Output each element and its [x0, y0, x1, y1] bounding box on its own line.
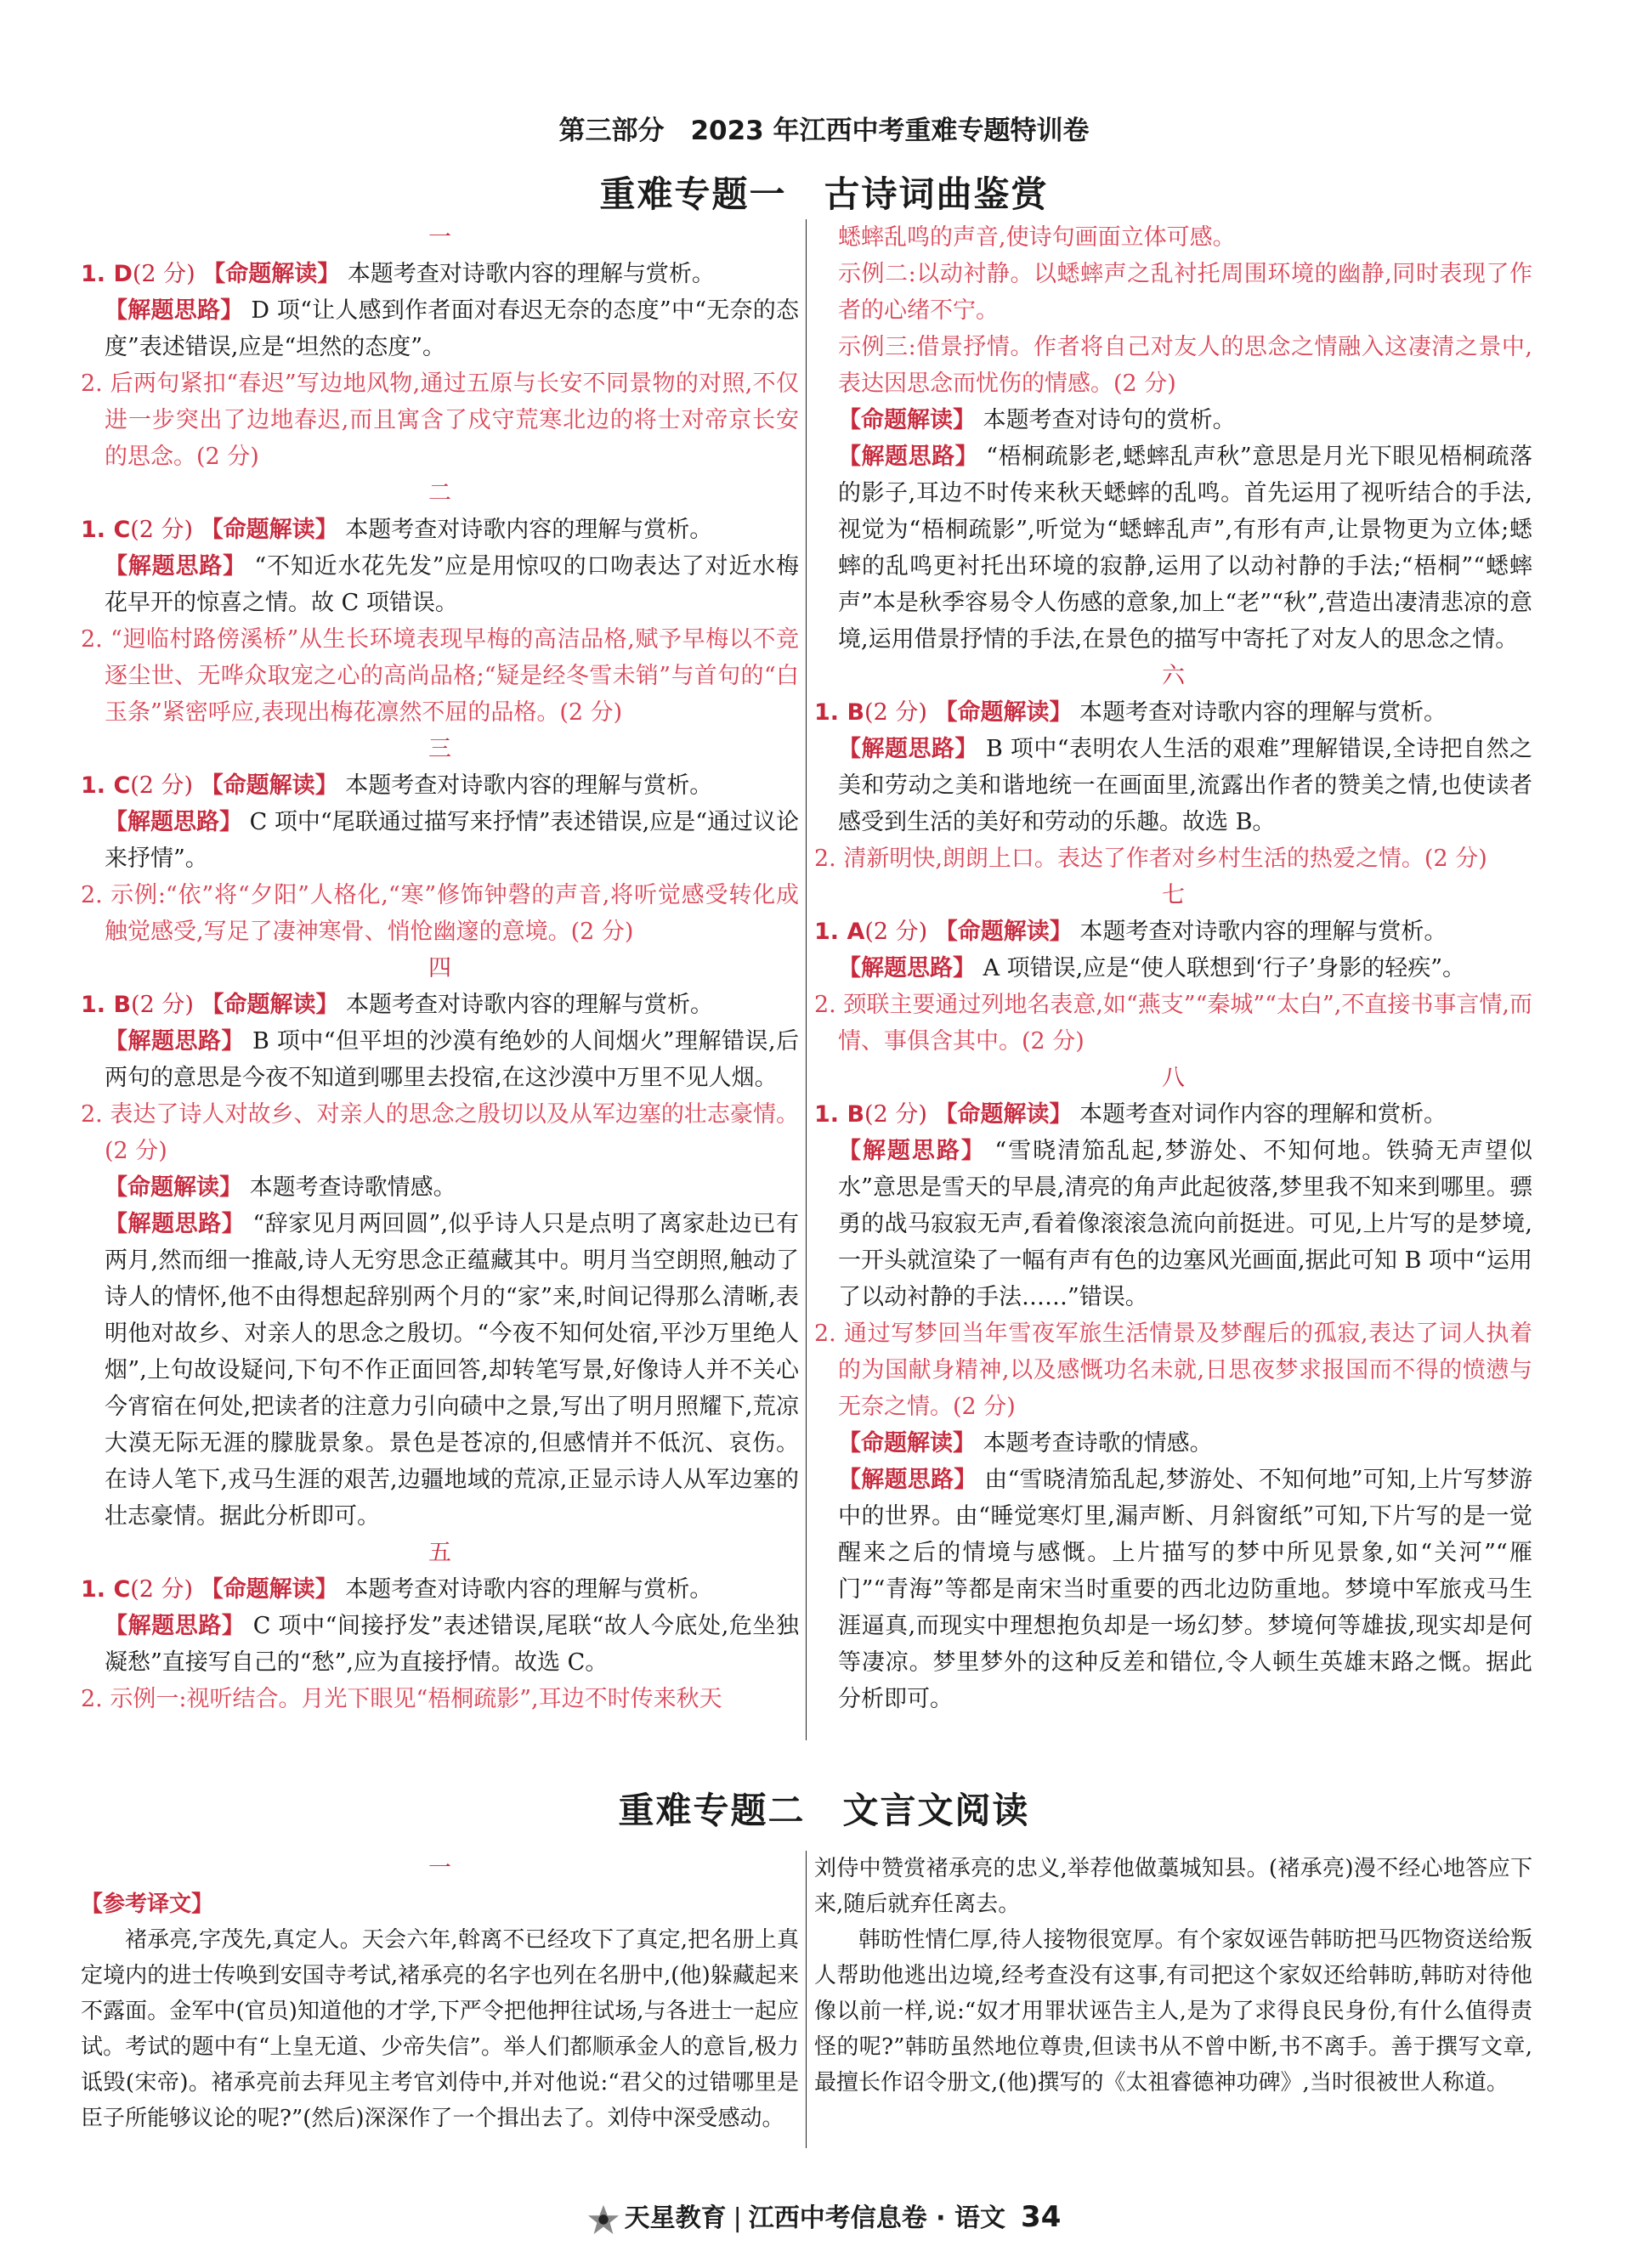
analysis-text: 【 命题解读 】 本题考查对诗句的赏析。	[814, 402, 1532, 438]
topic1-right-column	[814, 219, 1532, 1717]
brand-name: 天星教育	[624, 2203, 727, 2233]
question-item: 1. C(2 分) 【 命题解读 】 本题考查对诗歌内容的理解与赏析。	[81, 767, 799, 804]
column-divider	[806, 1851, 807, 2148]
column-divider	[806, 219, 807, 1740]
translation-text: 韩昉性情仁厚,待人接物很宽厚。有个家奴诬告韩昉把马匹物资送给叛人帮助他逃出边境,经考查没有这事,有司把这个家奴还给韩昉,韩昉对待他像以前一样,说:“奴才用罪状诬告主人,是为了求得良民身份,有什么值得责怪的呢?”韩昉虽然地位尊贵,但读书从不曾中断,书不离手。善于撰写文章,最擅长作诏令册文,(他)撰写的《太祖睿德神功碑》,当时很被世人称道。	[814, 1927, 1532, 2095]
question-item: 1. D(2 分) 【 命题解读 】 本题考查对诗歌内容的理解与赏析。	[81, 256, 799, 292]
topic2-title: 重难专题二 文言文阅读	[618, 1790, 1030, 1831]
page-number: 34	[1021, 2200, 1062, 2234]
section-number: 一	[428, 1855, 451, 1881]
answer-text: 2. 示例一:视听结合。月光下眼见“梧桐疏影”,耳边不时传来秋天	[81, 1686, 722, 1712]
translation-label: 【 参考译文 】	[81, 1886, 799, 1922]
star-logo-icon	[587, 2203, 620, 2236]
topic2-right-column	[814, 1851, 1532, 2101]
translation-text: 褚承亮,字茂先,真定人。天会六年,斡离不已经攻下了真定,把名册上真定境内的进士传唤到安国寺考试,褚承亮的名字也列在名册中,(他)躲藏起来不露面。金军中(官员)知道他的才学,下严令把他押往试场,与各进士一起应试。考试的题中有“上皇无道、少帝失信”。举人们都顺承金人的意旨,极力诋毁(宋帝)。褚承亮前去拜见主考官刘侍中,并对他说:“君父的过错哪里是臣子所能够议论的呢?”(然后)深深作了一个揖出去了。刘侍中深受感动。	[81, 1927, 799, 2131]
analysis-text: 【 命题解读 】 本题考查诗歌情感。	[81, 1169, 799, 1206]
answer-text: 2. “迥临村路傍溪桥”从生长环境表现早梅的高洁品格,赋予早梅以不竞逐尘世、无哗众取宠之心的高尚品格;“疑是经冬雪未销”与首句的“白玉条”紧密呼应,表现出梅花凛然不屈的品格。(2 分)	[81, 626, 799, 726]
answer-text: 示例二:以动衬静。以蟋蟀声之乱衬托周围环境的幽静,同时表现了作者的心绪不宁。	[838, 261, 1532, 324]
section-number: 七	[1162, 882, 1185, 908]
question-item: 1. A(2 分) 【 命题解读 】 本题考查对诗歌内容的理解与赏析。	[814, 913, 1532, 950]
analysis-text: 【 命题解读 】 本题考查诗歌的情感。	[814, 1425, 1532, 1462]
section-number: 八	[1162, 1065, 1185, 1091]
analysis-text: 【 解题思路 】 “雪晓清笳乱起,梦游处、不知何地。铁骑无声望似水”意思是雪天的早晨,清亮的角声此起彼落,梦里我不知来到哪里。骠勇的战马寂寂无声,看着像滚滚急流向前挺进。可见,上片写的是梦境,一开头就渲染了一幅有声有色的边塞风光画面,据此可知 B 项中“运用了以动衬静的手法……”错误。	[814, 1133, 1532, 1315]
question-item: 1. B(2 分) 【 命题解读 】 本题考查对诗歌内容的理解与赏析。	[81, 987, 799, 1023]
analysis-text: 【 解题思路 】 “梧桐疏影老,蟋蟀乱声秋”意思是月光下眼见梧桐疏落的影子,耳边不时传来秋天蟋蟀的乱鸣。首先运用了视听结合的手法,视觉为“梧桐疏影”,听觉为“蟋蟀乱声”,有形有声,让景物更为立体;蟋蟀的乱鸣更衬托出环境的寂静,运用了以动衬静的手法;“梧桐”“蟋蟀声”本是秋季容易令人伤感的意象,加上“老”“秋”,营造出凄清悲凉的意境,运用借景抒情的手法,在景色的描写中寄托了对友人的思念之情。	[814, 438, 1532, 658]
analysis-text: 【 解题思路 】 C 项中“尾联通过描写来抒情”表述错误,应是“通过议论来抒情”。	[81, 804, 799, 877]
part-title: 第三部分 2023 年江西中考重难专题特训卷	[558, 116, 1090, 146]
question-item: 1. B(2 分) 【 命题解读 】 本题考查对词作内容的理解和赏析。	[814, 1096, 1532, 1133]
analysis-text: 【 解题思路 】 由“雪晓清笳乱起,梦游处、不知何地”可知,上片写梦游中的世界。由“睡觉寒灯里,漏声断、月斜窗纸”可知,下片写的是一觉醒来之后的情境与感慨。上片描写的梦中所见景象,如“关河”“雁门”“青海”等都是南宋当时重要的西北边防重地。梦境中军旅戎马生涯逼真,而现实中理想抱负却是一场幻梦。梦境何等雄拔,现实却是何等凄凉。梦里梦外的这种反差和错位,令人顿生英雄末路之慨。据此分析即可。	[814, 1462, 1532, 1717]
topic1-left-column	[81, 219, 799, 1717]
section-number: 三	[428, 736, 451, 762]
answer-text: 2. 示例:“依”将“夕阳”人格化,“寒”修饰钟磬的声音,将听觉感受转化成触觉感受,写足了凄神寒骨、悄怆幽邃的意境。(2 分)	[81, 882, 799, 945]
topic1-title: 重难专题一 古诗词曲鉴赏	[599, 173, 1049, 215]
question-item: 1. C(2 分) 【 命题解读 】 本题考查对诗歌内容的理解与赏析。	[81, 512, 799, 548]
section-number: 五	[428, 1540, 451, 1566]
question-item: 1. C(2 分) 【 命题解读 】 本题考查对诗歌内容的理解与赏析。	[81, 1571, 799, 1608]
question-item: 1. B(2 分) 【 命题解读 】 本题考查对诗歌内容的理解与赏析。	[814, 694, 1532, 731]
analysis-text: 【 解题思路 】 B 项中“但平坦的沙漠有绝妙的人间烟火”理解错误,后两句的意思是今夜不知道到哪里去投宿,在这沙漠中万里不见人烟。	[81, 1023, 799, 1096]
section-number: 一	[428, 224, 451, 251]
translation-text: 刘侍中赞赏褚承亮的忠义,举荐他做藁城知县。(褚承亮)漫不经心地答应下来,随后就弃任离去。	[814, 1856, 1532, 1917]
analysis-text: 【 解题思路 】 C 项中“间接抒发”表述错误,尾联“故人今底处,危坐独凝愁”直接写自己的“愁”,应为直接抒情。故选 C。	[81, 1608, 799, 1681]
answer-text: 2. 后两句紧扣“春迟”写边地风物,通过五原与长安不同景物的对照,不仅进一步突出了边地春迟,而且寓含了戍守荒寒北边的将士对帝京长安的思念。(2 分)	[81, 370, 799, 470]
page-footer: 天星教育 | 江西中考信息卷 · 语文 34	[0, 2197, 1648, 2236]
analysis-text: 【 解题思路 】 D 项“让人感到作者面对春迟无奈的态度”中“无奈的态度”表述错误,应是“坦然的态度”。	[81, 292, 799, 365]
answer-text: 示例三:借景抒情。作者将自己对友人的思念之情融入这凄清之景中,表达因思念而忧伤的情感。(2 分)	[838, 334, 1532, 397]
analysis-text: 【 解题思路 】 B 项中“表明农人生活的艰难”理解错误,全诗把自然之美和劳动之美和谐地统一在画面里,流露出作者的赞美之情,也使读者感受到生活的美好和劳动的乐趣。故选 B。	[814, 731, 1532, 840]
analysis-text: 【 解题思路 】 “不知近水花先发”应是用惊叹的口吻表达了对近水梅花早开的惊喜之情。故 C 项错误。	[81, 548, 799, 621]
section-number: 四	[428, 955, 451, 981]
answer-text: 2. 颈联主要通过列地名表意,如“燕支”“秦城”“太白”,不直接书事言情,而情、事俱含其中。(2 分)	[814, 992, 1532, 1055]
topic2-left-column	[81, 1851, 799, 2136]
answer-text: 2. 表达了诗人对故乡、对亲人的思念之殷切以及从军边塞的壮志豪情。(2 分)	[81, 1101, 799, 1164]
answer-text: 蟋蟀乱鸣的声音,使诗句画面立体可感。	[838, 224, 1236, 251]
footer-title: 江西中考信息卷 · 语文	[748, 2203, 1006, 2233]
analysis-text: 【 解题思路 】 A 项错误,应是“使人联想到‘行子’身影的轻疾”。	[814, 950, 1532, 987]
answer-text: 2. 通过写梦回当年雪夜军旅生活情景及梦醒后的孤寂,表达了词人执着的为国献身精神,以及感慨功名未就,日思夜梦求报国而不得的愤懑与无奈之情。(2 分)	[814, 1321, 1532, 1420]
answer-text: 2. 清新明快,朗朗上口。表达了作者对乡村生活的热爱之情。(2 分)	[814, 846, 1487, 872]
section-number: 六	[1162, 663, 1185, 689]
section-number: 二	[428, 480, 451, 506]
analysis-text: 【 解题思路 】 “辞家见月两回圆”,似乎诗人只是点明了离家赴边已有两月,然而细一推敲,诗人无穷思念正蕴藏其中。明月当空朗照,触动了诗人的情怀,他不由得想起辞别两个月的“家”来,时间记得那么清晰,表明他对故乡、对亲人的思念之殷切。“今夜不知何处宿,平沙万里绝人烟”,上句故设疑问,下句不作正面回答,却转笔写景,好像诗人并不关心今宵宿在何处,把读者的注意力引向碛中之景,写出了明月照耀下,荒凉大漠无际无涯的朦胧景象。景色是苍凉的,但感情并不低沉、哀伤。在诗人笔下,戎马生涯的艰苦,边疆地域的荒凉,正显示诗人从军边塞的壮志豪情。据此分析即可。	[81, 1206, 799, 1535]
